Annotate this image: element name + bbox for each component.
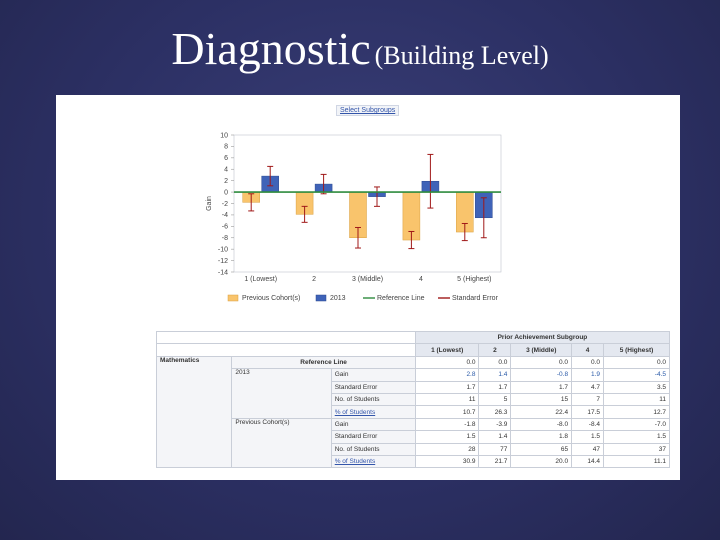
table-cell: 1.5: [415, 431, 479, 443]
table-cell: 5: [479, 393, 511, 405]
table-cell: 20.0: [511, 455, 572, 467]
col-header: 1 (Lowest): [415, 344, 479, 356]
table-cell: 1.4: [479, 369, 511, 381]
table-cell: 1.5: [572, 431, 604, 443]
table-cell: 28: [415, 443, 479, 455]
table-cell: 0.0: [572, 356, 604, 368]
legend-swatch: [316, 295, 326, 301]
subject-cell: Mathematics: [157, 356, 232, 468]
table-cell: 1.4: [479, 431, 511, 443]
table-cell: 26.3: [479, 406, 511, 418]
y-tick-label: -10: [217, 246, 228, 254]
table-cell: 30.9: [415, 455, 479, 467]
table-cell: 0.0: [603, 356, 669, 368]
y-tick-label: 10: [220, 132, 228, 140]
legend-label: Previous Cohort(s): [242, 295, 301, 302]
table-cell: 1.5: [603, 431, 669, 443]
table-cell: 11: [603, 393, 669, 405]
table-cell: 0.0: [415, 356, 479, 368]
y-tick-label: -14: [217, 269, 228, 277]
table-cell: 12.7: [603, 406, 669, 418]
legend-label: Standard Error: [452, 295, 498, 302]
reference-label: Reference Line: [232, 356, 416, 368]
x-tick-label: 2: [312, 276, 317, 283]
legend-swatch: [228, 295, 238, 301]
table-cell: 7: [572, 393, 604, 405]
table-cell: 1.7: [415, 381, 479, 393]
row-label: No. of Students: [331, 393, 415, 405]
table-cell: 1.9: [572, 369, 604, 381]
select-subgroups-link[interactable]: Select Subgroups: [336, 105, 399, 116]
row-label: Standard Error: [331, 381, 415, 393]
row-label: Gain: [331, 369, 415, 381]
table-cell: 47: [572, 443, 604, 455]
slide-title: [0, 22, 720, 75]
report-panel: [56, 95, 680, 480]
table-cell: -7.0: [603, 418, 669, 430]
table-cell: -4.5: [603, 369, 669, 381]
y-tick-label: -2: [221, 200, 228, 208]
table-cell: 11.1: [603, 455, 669, 467]
table-cell: 65: [511, 443, 572, 455]
table-corner-2: [157, 344, 416, 356]
col-header: 2: [479, 344, 511, 356]
table-cell: 1.7: [479, 381, 511, 393]
table-cell: 1.8: [511, 431, 572, 443]
row-label: Standard Error: [331, 431, 415, 443]
y-tick-label: -6: [221, 223, 228, 231]
data-table: [156, 331, 670, 468]
x-tick-label: 3 (Middle): [351, 276, 384, 283]
y-tick-label: 2: [224, 177, 228, 185]
table-cell: 4.7: [572, 381, 604, 393]
y-tick-label: 8: [224, 143, 228, 151]
col-header: 5 (Highest): [603, 344, 669, 356]
table-cell: 22.4: [511, 406, 572, 418]
table-cell: 14.4: [572, 455, 604, 467]
row-label: Gain: [331, 418, 415, 430]
x-tick-label: 4: [418, 276, 423, 283]
y-tick-label: 4: [224, 166, 228, 174]
table-cell: -0.8: [511, 369, 572, 381]
table-corner: [157, 332, 416, 344]
slide-title-main: Diagnostic: [171, 23, 371, 74]
x-tick-label: 1 (Lowest): [244, 276, 278, 283]
table-cell: 2.8: [415, 369, 479, 381]
table-cell: 37: [603, 443, 669, 455]
col-header: 4: [572, 344, 604, 356]
pct-students-link[interactable]: % of Students: [331, 406, 415, 418]
table-cell: 0.0: [479, 356, 511, 368]
row-label: No. of Students: [331, 443, 415, 455]
table-cell: 3.5: [603, 381, 669, 393]
group-header: Prior Achievement Subgroup: [415, 332, 669, 344]
table-cell: -3.9: [479, 418, 511, 430]
table-cell: 15: [511, 393, 572, 405]
y-tick-label: -4: [221, 212, 228, 220]
y-axis-label: Gain: [206, 196, 213, 211]
group-name: 2013: [232, 369, 331, 419]
group-name: Previous Cohort(s): [232, 418, 331, 468]
table-cell: 10.7: [415, 406, 479, 418]
legend-label: Reference Line: [377, 295, 425, 302]
legend-label: 2013: [330, 295, 346, 302]
table-cell: 21.7: [479, 455, 511, 467]
table-cell: -1.8: [415, 418, 479, 430]
y-tick-label: 6: [224, 155, 228, 163]
table-cell: -8.4: [572, 418, 604, 430]
slide-title-sub: (Building Level): [374, 41, 549, 70]
y-tick-label: 0: [224, 189, 228, 197]
gain-bar-chart: [56, 95, 680, 330]
table-cell: 17.5: [572, 406, 604, 418]
y-tick-label: -8: [221, 235, 228, 243]
table-cell: 77: [479, 443, 511, 455]
x-tick-label: 5 (Highest): [457, 276, 492, 283]
table-cell: 11: [415, 393, 479, 405]
col-header: 3 (Middle): [511, 344, 572, 356]
y-tick-label: -12: [217, 257, 228, 265]
table-cell: 1.7: [511, 381, 572, 393]
table-cell: -8.0: [511, 418, 572, 430]
pct-students-link[interactable]: % of Students: [331, 455, 415, 467]
table-cell: 0.0: [511, 356, 572, 368]
